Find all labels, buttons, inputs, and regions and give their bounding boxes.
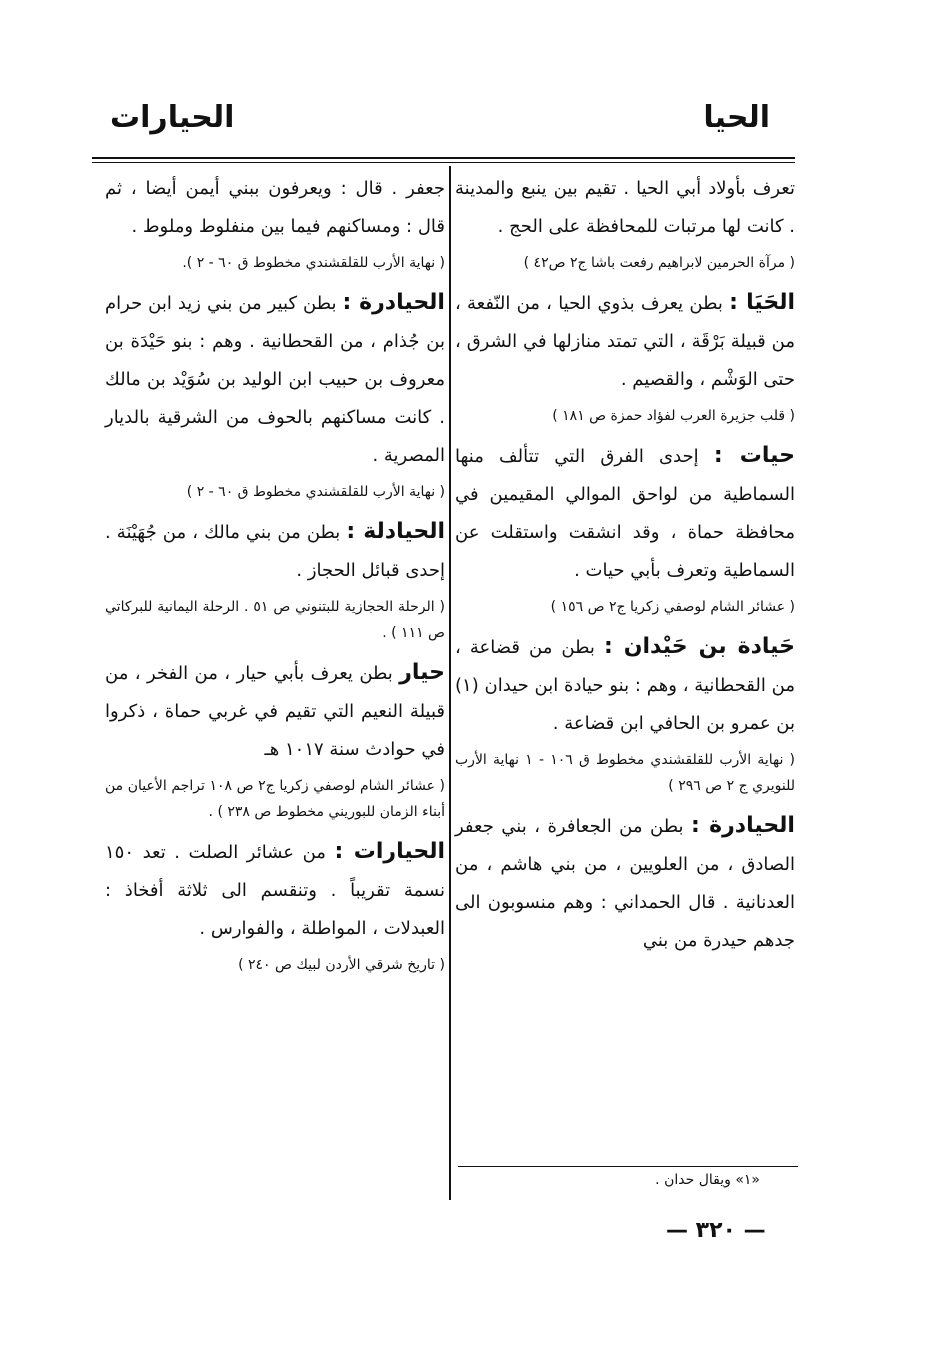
entry-text: جعفر . قال : ويعرفون ببني أيمن أيضا ، ثم قال : ومساكنهم فيما بين منفلوط وملوط . <box>105 178 445 237</box>
citation: ( مرآة الحرمين لابراهيم رفعت باشا ج٢ ص٤٢ ) <box>523 255 795 271</box>
entry-paragraph <box>105 284 445 475</box>
entry-heading: الحيادرة : <box>342 290 445 315</box>
footnote-rule <box>458 1166 798 1167</box>
entry-heading: حيات : <box>713 443 795 468</box>
header-rule <box>92 157 795 159</box>
column-divider <box>449 166 451 1200</box>
left-column <box>105 170 445 986</box>
citation: ( عشائر الشام لوصفي زكريا ج٢ ص ١٠٨ تراجم الأعيان من أبناء الزمان للبوريني مخطوط ص ٢٣٨ ) . <box>105 778 445 820</box>
citation: ( الرحلة الحجازية للبتنوني ص ٥١ . الرحلة اليمانية للبركاتي ص ١١١ ) . <box>105 599 446 641</box>
citation: ( نهاية الأرب للقلقشندي مخطوط ق ١٠٦ - ١ نهاية الأرب للنويري ج ٢ ص ٢٩٦ ) <box>455 752 796 794</box>
entry-paragraph <box>455 807 795 960</box>
header-rule-thin <box>92 162 795 163</box>
entry-text: بطن من الجعافرة ، بني جعفر الصادق ، من العلويين ، من بني هاشم ، من العدنانية . قال الحمداني : وهم منسوبون الى جدهم حيدرة من بني <box>455 816 795 951</box>
entry-paragraph <box>105 513 445 590</box>
entry-paragraph <box>455 284 795 399</box>
entry-paragraph <box>105 654 445 769</box>
citation: ( عشائر الشام لوصفي زكريا ج٢ ص ١٥٦ ) <box>550 599 795 615</box>
entry-heading: حَيادة بن حَيْدان : <box>603 634 795 659</box>
citation: ( قلب جزيرة العرب لفؤاد حمزة ص ١٨١ ) <box>552 408 795 424</box>
entry-text: إحدى الفرق التي تتألف منها السماطية من لواحق الموالي المقيمين في محافظة حماة ، وقد انشقت واستقلت عن السماطية وتعرف بأبي حيات . <box>455 446 795 581</box>
citation: ( تاريخ شرقي الأردن لبيك ص ٢٤٠ ) <box>238 957 445 973</box>
entry-heading: الحيارات : <box>334 839 445 864</box>
entry-heading: حيار <box>399 660 445 685</box>
entry-text: بطن يعرف بذوي الحيا ، من النّفعة ، من قبيلة بَرْقَة ، التي تمتد منازلها في الشرق ، حتى الوَشْم ، والقصيم . <box>455 293 795 390</box>
entry-paragraph <box>105 833 445 948</box>
page-number: — ٣٢٠ — <box>666 1218 766 1243</box>
running-header-right: الحيا <box>703 100 770 135</box>
entry-paragraph <box>105 170 445 246</box>
entry-heading: الحيادرة : <box>690 813 795 838</box>
citation: ( نهاية الأرب للقلقشندي مخطوط ق ٦٠ - ٢ ). <box>182 255 445 271</box>
entry-paragraph <box>455 437 795 590</box>
right-column <box>455 170 795 960</box>
entry-heading: الحَيَا : <box>729 290 795 315</box>
entry-text: بطن من قضاعة ، من القحطانية ، وهم : بنو حيادة ابن حيدان (١) بن عمرو بن الحافي ابن قضاعة . <box>455 637 795 734</box>
running-header-left: الحيارات <box>110 100 235 135</box>
entry-paragraph <box>455 170 795 246</box>
entry-text: تعرف بأولاد أبي الحيا . تقيم بين ينبع والمدينة . كانت لها مرتبات للمحافظة على الحج . <box>455 178 795 237</box>
footnote: «١» ويقال حدان . <box>655 1172 760 1188</box>
entry-paragraph <box>455 628 795 743</box>
entry-text: بطن يعرف بأبي حيار ، من الفخر ، من قبيلة النعيم التي تقيم في غربي حماة ، ذكروا في حوادث سنة ١٠١٧ هـ <box>105 663 445 760</box>
entry-text: من عشائر الصلت . تعد ١٥٠ نسمة تقريباً . وتنقسم الى ثلاثة أفخاذ : العبدلات ، المواطلة ، والفوارس . <box>105 842 445 939</box>
entry-text: بطن كبير من بني زيد ابن حرام بن جُذام ، من القحطانية . وهم : بنو حَيْدَة بن معروف بن حبيب ابن الوليد بن سُوَيْد بن مالك . كانت مساكنهم بالحوف من الشرقية بالديار المصرية . <box>105 293 445 466</box>
entry-text: بطن من بني مالك ، من جُهَيْنَة . إحدى قبائل الحجاز . <box>105 522 445 581</box>
entry-heading: الحيادلة : <box>346 519 445 544</box>
citation: ( نهاية الأرب للقلقشندي مخطوط ق ٦٠ - ٢ ) <box>186 484 445 500</box>
